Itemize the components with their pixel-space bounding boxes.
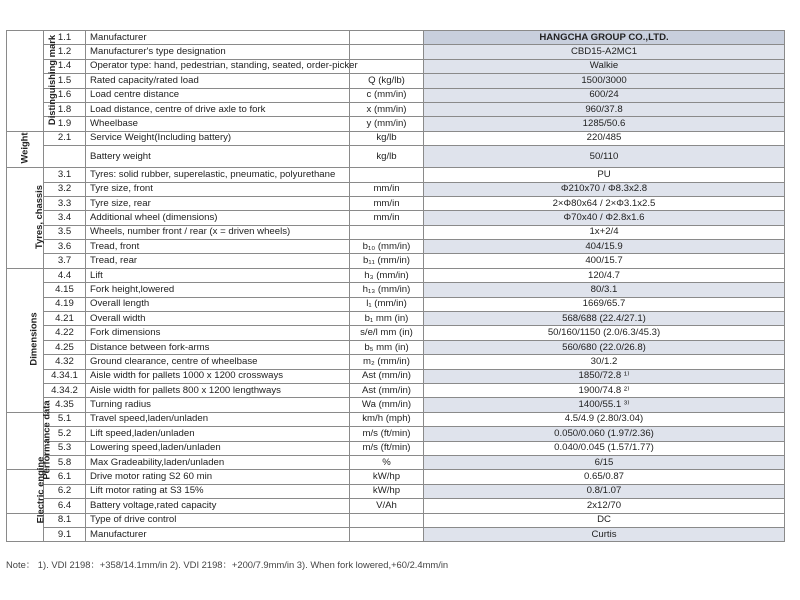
row-value: 568/688 (22.4/27.1)	[424, 312, 785, 326]
row-description: Tyre size, front	[86, 182, 350, 196]
row-number: 1.8	[44, 102, 86, 116]
row-unit: m₂ (mm/in)	[350, 355, 424, 369]
row-value: 4.5/4.9 (2.80/3.04)	[424, 412, 785, 426]
spec-row	[7, 102, 785, 116]
spec-row	[7, 340, 785, 354]
row-value: 220/485	[424, 131, 785, 145]
row-number: 5.2	[44, 427, 86, 441]
row-value: 1500/3000	[424, 74, 785, 88]
row-description: Load centre distance	[86, 88, 350, 102]
row-unit: b₁₀ (mm/in)	[350, 240, 424, 254]
row-number: 2.1	[44, 131, 86, 145]
row-value: 1285/50.6	[424, 117, 785, 131]
spec-row	[7, 59, 785, 73]
row-unit: l₁ (mm/in)	[350, 297, 424, 311]
row-number: 1.4	[44, 59, 86, 73]
row-value: Φ210x70 / Φ8.3x2.8	[424, 182, 785, 196]
section-label	[7, 168, 44, 269]
row-number: 8.1	[44, 513, 86, 527]
row-number: 4.4	[44, 268, 86, 282]
row-unit: h₁₃ (mm/in)	[350, 283, 424, 297]
row-unit	[350, 168, 424, 182]
row-unit: Ast (mm/in)	[350, 369, 424, 383]
row-number: 1.5	[44, 74, 86, 88]
row-description: Max Gradeability,laden/unladen	[86, 455, 350, 469]
row-description: Ground clearance, centre of wheelbase	[86, 355, 350, 369]
row-unit: s/e/l mm (in)	[350, 326, 424, 340]
row-value: 50/110	[424, 146, 785, 168]
spec-row	[7, 131, 785, 145]
row-description: Additional wheel (dimensions)	[86, 211, 350, 225]
row-value: 120/4.7	[424, 268, 785, 282]
row-value: Curtis	[424, 527, 785, 541]
row-number: 5.1	[44, 412, 86, 426]
row-description: Lift motor rating at S3 15%	[86, 484, 350, 498]
row-value: Walkie	[424, 59, 785, 73]
row-unit	[350, 513, 424, 527]
row-value: 2×Φ80x64 / 2×Φ3.1x2.5	[424, 196, 785, 210]
row-value: 1850/72.8 ¹⁾	[424, 369, 785, 383]
row-description: Tread, front	[86, 240, 350, 254]
row-unit: kg/lb	[350, 146, 424, 168]
row-unit: %	[350, 455, 424, 469]
row-number: 3.7	[44, 254, 86, 268]
row-description: Overall width	[86, 312, 350, 326]
row-description: Drive motor rating S2 60 min	[86, 470, 350, 484]
row-description: Distance between fork-arms	[86, 340, 350, 354]
row-number: 3.6	[44, 240, 86, 254]
row-description: Load distance, centre of drive axle to fork	[86, 102, 350, 116]
row-number: 4.25	[44, 340, 86, 354]
row-value: 0.040/0.045 (1.57/1.77)	[424, 441, 785, 455]
row-description: Manufacturer	[86, 31, 350, 45]
spec-row	[7, 196, 785, 210]
row-unit: m/s (ft/min)	[350, 441, 424, 455]
row-number: 3.1	[44, 168, 86, 182]
row-value: 1669/65.7	[424, 297, 785, 311]
row-value: PU	[424, 168, 785, 182]
row-number: 4.15	[44, 283, 86, 297]
section-title: Weight	[18, 132, 30, 164]
row-unit: kW/hp	[350, 484, 424, 498]
row-unit: mm/in	[350, 182, 424, 196]
spec-row	[7, 484, 785, 498]
spec-row	[7, 499, 785, 513]
row-value: DC	[424, 513, 785, 527]
row-number: 3.2	[44, 182, 86, 196]
row-value: 600/24	[424, 88, 785, 102]
row-unit	[350, 225, 424, 239]
row-description: Lift speed,laden/unladen	[86, 427, 350, 441]
row-description: Tyres: solid rubber, superelastic, pneumatic, polyurethane	[86, 168, 350, 182]
row-description: Aisle width for pallets 800 x 1200 lengthways	[86, 383, 350, 397]
row-value: 960/37.8	[424, 102, 785, 116]
row-description: Fork height,lowered	[86, 283, 350, 297]
row-description: Battery weight	[86, 146, 350, 168]
row-number: 1.9	[44, 117, 86, 131]
spec-row	[7, 427, 785, 441]
section-title: Distinguishing mark	[46, 34, 58, 125]
row-number: 9.1	[44, 527, 86, 541]
row-description: Aisle width for pallets 1000 x 1200 crossways	[86, 369, 350, 383]
row-unit: b₁ mm (in)	[350, 312, 424, 326]
section-title: Tyres, chassis	[32, 185, 44, 249]
row-value: 560/680 (22.0/26.8)	[424, 340, 785, 354]
row-value: 404/15.9	[424, 240, 785, 254]
row-description: Lowering speed,laden/unladen	[86, 441, 350, 455]
row-unit: kW/hp	[350, 470, 424, 484]
row-unit	[350, 31, 424, 45]
row-unit: y (mm/in)	[350, 117, 424, 131]
row-value: CBD15-A2MC1	[424, 45, 785, 59]
row-unit	[350, 45, 424, 59]
row-number: 3.3	[44, 196, 86, 210]
row-number: 5.3	[44, 441, 86, 455]
row-unit: km/h (mph)	[350, 412, 424, 426]
row-value: 400/15.7	[424, 254, 785, 268]
row-unit: V/Ah	[350, 499, 424, 513]
row-unit: m/s (ft/min)	[350, 427, 424, 441]
spec-row	[7, 355, 785, 369]
row-unit	[350, 59, 424, 73]
spec-row	[7, 383, 785, 397]
row-number	[44, 146, 86, 168]
row-number: 4.34.2	[44, 383, 86, 397]
row-number: 4.34.1	[44, 369, 86, 383]
row-description: Tread, rear	[86, 254, 350, 268]
spec-row	[7, 117, 785, 131]
row-unit	[350, 527, 424, 541]
row-value: 0.050/0.060 (1.97/2.36)	[424, 427, 785, 441]
row-description: Travel speed,laden/unladen	[86, 412, 350, 426]
row-number: 1.1	[44, 31, 86, 45]
row-description: Type of drive control	[86, 513, 350, 527]
row-value: 0.65/0.87	[424, 470, 785, 484]
row-description: Battery voltage,rated capacity	[86, 499, 350, 513]
row-description: Rated capacity/rated load	[86, 74, 350, 88]
row-description: Wheels, number front / rear (x = driven wheels)	[86, 225, 350, 239]
spec-row	[7, 254, 785, 268]
spec-row	[7, 297, 785, 311]
spec-row	[7, 369, 785, 383]
row-description: Fork dimensions	[86, 326, 350, 340]
row-unit: Wa (mm/in)	[350, 398, 424, 412]
row-value: Φ70x40 / Φ2.8x1.6	[424, 211, 785, 225]
row-number: 6.2	[44, 484, 86, 498]
row-unit: c (mm/in)	[350, 88, 424, 102]
spec-row	[7, 398, 785, 412]
spec-row	[7, 146, 785, 168]
row-unit: kg/lb	[350, 131, 424, 145]
row-unit: mm/in	[350, 196, 424, 210]
spec-row	[7, 211, 785, 225]
spec-row	[7, 168, 785, 182]
row-number: 6.1	[44, 470, 86, 484]
spec-row	[7, 225, 785, 239]
spec-row	[7, 527, 785, 541]
spec-row	[7, 283, 785, 297]
row-unit: b₅ mm (in)	[350, 340, 424, 354]
row-description: Service Weight(Including battery)	[86, 131, 350, 145]
row-unit: mm/in	[350, 211, 424, 225]
spec-row	[7, 31, 785, 45]
row-value: 30/1.2	[424, 355, 785, 369]
spec-row	[7, 326, 785, 340]
row-number: 6.4	[44, 499, 86, 513]
spec-row	[7, 455, 785, 469]
spec-row	[7, 412, 785, 426]
row-value: 1900/74.8 ²⁾	[424, 383, 785, 397]
row-value: 6/15	[424, 455, 785, 469]
row-value: 50/160/1150 (2.0/6.3/45.3)	[424, 326, 785, 340]
row-description: Lift	[86, 268, 350, 282]
row-number: 4.22	[44, 326, 86, 340]
section-title: Performance data	[40, 400, 52, 480]
row-description: Manufacturer's type designation	[86, 45, 350, 59]
section-label	[7, 457, 46, 524]
row-number: 3.4	[44, 211, 86, 225]
row-number: 4.21	[44, 312, 86, 326]
row-number: 1.2	[44, 45, 86, 59]
row-description: Tyre size, rear	[86, 196, 350, 210]
spec-row	[7, 513, 785, 527]
row-unit: x (mm/in)	[350, 102, 424, 116]
spec-row	[7, 240, 785, 254]
spec-row	[7, 88, 785, 102]
spec-row	[7, 45, 785, 59]
row-number: 5.8	[44, 455, 86, 469]
section-label	[7, 131, 44, 167]
row-description: Turning radius	[86, 398, 350, 412]
footnote: Note： 1). VDI 2198：+358/14.1mm/in 2). VDI 2198：+200/7.9mm/in 3). When fork lowered,+60/2.4mm/in	[6, 559, 449, 570]
spec-row	[7, 74, 785, 88]
spec-row	[7, 470, 785, 484]
row-unit: Ast (mm/in)	[350, 383, 424, 397]
spec-row	[7, 441, 785, 455]
row-value: 80/3.1	[424, 283, 785, 297]
row-description: Manufacturer	[86, 527, 350, 541]
spec-row	[7, 182, 785, 196]
row-unit: h₃ (mm/in)	[350, 268, 424, 282]
spec-row	[7, 312, 785, 326]
row-number: 4.35	[44, 398, 86, 412]
row-value: 1400/55.1 ³⁾	[424, 398, 785, 412]
row-description: Wheelbase	[86, 117, 350, 131]
row-description: Overall length	[86, 297, 350, 311]
section-label	[7, 268, 44, 412]
spec-row	[7, 268, 785, 282]
row-number: 3.5	[44, 225, 86, 239]
spec-table	[6, 30, 785, 542]
row-value: 0.8/1.07	[424, 484, 785, 498]
row-unit: Q (kg/lb)	[350, 74, 424, 88]
row-value: 2x12/70	[424, 499, 785, 513]
row-value: HANGCHA GROUP CO.,LTD.	[424, 31, 785, 45]
section-label	[7, 31, 58, 132]
section-title: Dimensions	[27, 312, 39, 366]
row-value: 1x+2/4	[424, 225, 785, 239]
row-unit: b₁₁ (mm/in)	[350, 254, 424, 268]
row-description: Operator type: hand, pedestrian, standing, seated, order-picker	[86, 59, 350, 73]
row-number: 4.32	[44, 355, 86, 369]
section-title: Electric engine	[34, 457, 46, 524]
row-number: 4.19	[44, 297, 86, 311]
row-number: 1.6	[44, 88, 86, 102]
